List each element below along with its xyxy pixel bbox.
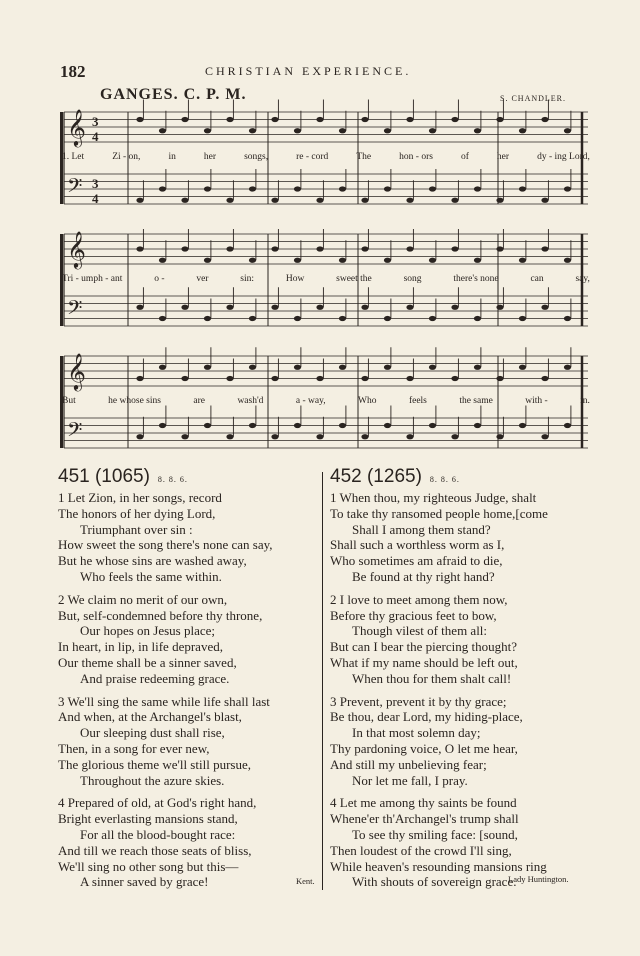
lyric-syllable: there's none [453, 274, 499, 284]
note-head [384, 316, 391, 321]
note-head [496, 434, 503, 439]
note-head [204, 128, 211, 133]
verse-line: Shall I among them stand? [352, 521, 491, 537]
verse-line: Thy pardoning voice, O let me hear, [330, 740, 518, 756]
lyric-syllable: her [203, 152, 217, 162]
verse [58, 795, 322, 890]
note-head [271, 434, 278, 439]
note-head [204, 186, 211, 191]
note-head [136, 198, 143, 203]
note-head [474, 423, 481, 428]
lyric-line [62, 274, 590, 285]
note-head [564, 186, 571, 191]
note-head [361, 434, 368, 439]
note-head [451, 305, 458, 310]
verse-line: When thou for them shalt call! [352, 670, 512, 686]
note-head [519, 258, 526, 263]
verse-line: And still my unbelieving fear; [330, 756, 487, 772]
lyric-syllable: How [285, 274, 305, 284]
lyric-syllable: her [496, 152, 510, 162]
verse-line: In that most solemn day; [352, 725, 481, 741]
note-head [136, 376, 143, 381]
lyric-syllable: he whose sins [108, 396, 161, 406]
note-head [406, 376, 413, 381]
verse [58, 694, 322, 789]
note-head [406, 117, 413, 122]
lyric-syllable: in. [580, 396, 590, 406]
verse-line: 4 Let me among thy saints be found [330, 795, 517, 811]
hymn-number: 452 (1265) [330, 466, 422, 487]
hymn-451 [58, 466, 322, 890]
verse-line: Throughout the azure skies. [80, 772, 225, 788]
verse-line: Whene'er th'Archangel's trump shall [330, 811, 519, 827]
verse [330, 490, 594, 585]
verse-line: 4 Prepared of old, at God's right hand, [58, 795, 257, 811]
note-head [384, 423, 391, 428]
verse-line: With shouts of sovereign grace. [352, 874, 517, 890]
note-head [474, 186, 481, 191]
verse-line: But can I bear the piercing thought? [330, 639, 517, 655]
verse [58, 592, 322, 687]
lyric-syllable: of [460, 152, 469, 162]
note-head [226, 305, 233, 310]
note-head [226, 198, 233, 203]
lyric-syllable: Who [358, 396, 377, 406]
note-head [564, 365, 571, 370]
note-head [159, 128, 166, 133]
verse-line: Our sleeping dust shall rise, [80, 725, 225, 741]
note-head [474, 365, 481, 370]
note-head [316, 305, 323, 310]
verse [330, 694, 594, 789]
verse-line: Our theme shall be a sinner saved, [58, 654, 237, 670]
note-head [271, 376, 278, 381]
note-head [496, 117, 503, 122]
note-head [496, 305, 503, 310]
time-signature-bottom: 4 [92, 129, 99, 144]
lyric-syllable: sweet the [336, 274, 372, 284]
note-head [136, 117, 143, 122]
lyric-syllable: song [403, 274, 422, 284]
note-head [249, 186, 256, 191]
note-head [136, 246, 143, 251]
hymn-number: 451 (1065) [58, 466, 150, 487]
note-head [451, 198, 458, 203]
note-head [249, 128, 256, 133]
verse-line: 3 We'll sing the same while life shall last [58, 693, 270, 709]
note-head [294, 258, 301, 263]
note-head [271, 305, 278, 310]
treble-clef-icon: 𝄞 [67, 352, 86, 390]
note-head [339, 258, 346, 263]
lyric-syllable: dy - ing Lord, [537, 152, 590, 162]
note-head [474, 316, 481, 321]
lyric-syllable: hon - ors [399, 152, 433, 162]
hymn-heading [330, 466, 594, 490]
note-head [406, 246, 413, 251]
note-head [181, 117, 188, 122]
treble-clef-icon: 𝄞 [67, 108, 86, 146]
note-head [159, 365, 166, 370]
lyric-syllable: sin: [240, 274, 255, 284]
note-head [181, 246, 188, 251]
note-head [361, 117, 368, 122]
verse-line: 1 When thou, my righteous Judge, shalt [330, 490, 537, 505]
verse-line: And praise redeeming grace. [80, 670, 230, 686]
verse-line: While heaven's resounding mansions ring [330, 858, 547, 874]
verse-line: To take thy ransomed people home,[come [330, 505, 548, 521]
note-head [474, 128, 481, 133]
verse-line: Shall such a worthless worm as I, [330, 537, 505, 553]
note-head [159, 316, 166, 321]
note-head [316, 434, 323, 439]
note-head [249, 365, 256, 370]
hymn-author: Kent. [296, 876, 315, 886]
lyric-syllable: a - way, [295, 396, 326, 406]
note-head [541, 434, 548, 439]
verse-line: 2 We claim no merit of our own, [58, 591, 228, 607]
note-head [181, 376, 188, 381]
note-head [451, 246, 458, 251]
verse-line: Our hopes on Jesus place; [80, 623, 216, 639]
verse-line: And when, at the Archangel's blast, [58, 709, 242, 725]
note-head [204, 423, 211, 428]
note-head [339, 365, 346, 370]
verse-line: How sweet the song there's none can say, [58, 537, 273, 553]
page-number: 182 [60, 62, 86, 81]
note-head [226, 246, 233, 251]
note-head [271, 117, 278, 122]
bass-clef-icon: 𝄢 [67, 296, 83, 324]
note-head [519, 365, 526, 370]
note-head [181, 434, 188, 439]
verse-line: 2 I love to meet among them now, [330, 591, 508, 607]
lyric-line [62, 396, 590, 407]
note-head [451, 376, 458, 381]
note-head [564, 316, 571, 321]
note-head [406, 434, 413, 439]
lyric-syllable: are [193, 396, 205, 406]
verse-line: Before thy gracious feet to bow, [330, 607, 497, 623]
lyric-syllable: But [62, 396, 76, 406]
lyric-syllable: say, [575, 274, 590, 284]
note-head [519, 316, 526, 321]
verse-line: 3 Prevent, prevent it by thy grace; [330, 693, 507, 709]
note-head [316, 246, 323, 251]
note-head [429, 186, 436, 191]
treble-clef-icon: 𝄞 [67, 230, 86, 268]
note-head [316, 198, 323, 203]
note-head [564, 258, 571, 263]
note-head [541, 198, 548, 203]
note-head [136, 434, 143, 439]
note-head [429, 365, 436, 370]
tune-title: GANGES. C. P. M. [100, 86, 247, 103]
note-head [361, 376, 368, 381]
verse-line: But, self-condemned before thy throne, [58, 607, 263, 623]
verse-line: For all the blood-bought race: [80, 826, 236, 842]
verse-line: What if my name should be left out, [330, 654, 518, 670]
note-head [541, 117, 548, 122]
hymn-author: Lady Huntington. [508, 874, 569, 884]
note-head [564, 423, 571, 428]
note-head [294, 186, 301, 191]
note-head [384, 186, 391, 191]
lyric-syllable: re - cord [296, 152, 329, 162]
bass-clef-icon: 𝄢 [67, 174, 83, 202]
time-signature-bottom: 4 [92, 191, 99, 206]
verse-line: Though vilest of them all: [352, 623, 488, 639]
verse-line: 1 Let Zion, in her songs, record [58, 490, 222, 505]
note-head [271, 198, 278, 203]
verse-line: Who feels the same within. [80, 568, 222, 584]
lyric-syllable: can [530, 274, 544, 284]
note-head [384, 365, 391, 370]
note-head [429, 258, 436, 263]
verse-line: Nor let me fall, I pray. [352, 772, 468, 788]
verse [58, 490, 322, 585]
note-head [294, 423, 301, 428]
lyric-syllable: the same [459, 396, 493, 406]
note-head [361, 198, 368, 203]
note-head [339, 316, 346, 321]
lyric-syllable: with - [525, 396, 548, 406]
lyric-syllable: in [168, 152, 176, 162]
note-head [294, 128, 301, 133]
verse-line: In heart, in lip, in life depraved, [58, 639, 223, 655]
note-head [564, 128, 571, 133]
lyric-line [62, 152, 590, 163]
note-head [496, 376, 503, 381]
time-signature-top: 3 [92, 176, 99, 191]
note-head [159, 186, 166, 191]
lyric-syllable: ver [196, 274, 209, 284]
note-head [451, 117, 458, 122]
verse-line: A sinner saved by grace! [80, 874, 209, 890]
note-head [226, 376, 233, 381]
lyric-syllable: The [356, 152, 372, 162]
verse-line: Triumphant over sin : [80, 521, 193, 537]
hymn-heading [58, 466, 322, 490]
hymn-meter: 8. 8. 6. [429, 475, 460, 484]
lyric-syllable: 1. Let [62, 152, 85, 162]
verse-line: Then, in a song for ever new, [58, 740, 210, 756]
verse [330, 592, 594, 687]
note-head [181, 198, 188, 203]
note-head [249, 423, 256, 428]
note-head [519, 128, 526, 133]
column-divider [322, 472, 323, 890]
verse-line: The honors of her dying Lord, [58, 505, 216, 521]
running-head: CHRISTIAN EXPERIENCE. [205, 64, 412, 78]
note-head [136, 305, 143, 310]
note-head [519, 186, 526, 191]
verse-line: And till we reach those seats of bliss, [58, 842, 252, 858]
note-head [429, 128, 436, 133]
note-head [541, 376, 548, 381]
note-head [316, 117, 323, 122]
note-head [384, 128, 391, 133]
verse-line: Be found at thy right hand? [352, 568, 495, 584]
note-head [339, 128, 346, 133]
lyric-syllable: Zi - on, [112, 152, 141, 162]
note-head [474, 258, 481, 263]
note-head [339, 423, 346, 428]
note-head [159, 258, 166, 263]
note-head [541, 246, 548, 251]
note-head [226, 434, 233, 439]
note-head [181, 305, 188, 310]
lyric-syllable: wash'd [237, 396, 264, 406]
note-head [249, 258, 256, 263]
lyric-syllable: Tri - umph - ant [62, 274, 123, 284]
note-head [429, 316, 436, 321]
verse-line: Who sometimes am afraid to die, [330, 553, 503, 569]
note-head [159, 423, 166, 428]
note-head [496, 246, 503, 251]
lyric-syllable: songs, [244, 152, 269, 162]
note-head [226, 117, 233, 122]
note-head [429, 423, 436, 428]
bass-clef-icon: 𝄢 [67, 418, 83, 446]
note-head [361, 246, 368, 251]
note-head [316, 376, 323, 381]
verse-line: We'll sing no other song but this— [58, 858, 239, 874]
hymn-verses [58, 490, 322, 890]
hymn-verses [330, 490, 594, 890]
composer-name: S. CHANDLER. [500, 94, 567, 103]
note-head [204, 316, 211, 321]
note-head [204, 258, 211, 263]
time-signature-top: 3 [92, 114, 99, 129]
note-head [294, 316, 301, 321]
note-head [519, 423, 526, 428]
note-head [294, 365, 301, 370]
verse-line: Then loudest of the crowd I'll sing, [330, 842, 512, 858]
hymn-meter: 8. 8. 6. [157, 475, 188, 484]
verse-line: But he whose sins are washed away, [58, 553, 247, 569]
verse-line: The glorious theme we'll still pursue, [58, 756, 251, 772]
lyric-syllable: feels [408, 396, 427, 406]
note-head [406, 305, 413, 310]
verse-line: Be thou, dear Lord, my hiding-place, [330, 709, 523, 725]
verse-line: To see thy smiling face: [sound, [352, 826, 518, 842]
hymn-452 [330, 466, 594, 890]
note-head [361, 305, 368, 310]
note-head [204, 365, 211, 370]
note-head [496, 198, 503, 203]
note-head [406, 198, 413, 203]
verse-line: Bright everlasting mansions stand, [58, 811, 238, 827]
lyric-syllable: o - [154, 274, 165, 284]
note-head [271, 246, 278, 251]
note-head [384, 258, 391, 263]
note-head [339, 186, 346, 191]
note-head [451, 434, 458, 439]
note-head [541, 305, 548, 310]
note-head [249, 316, 256, 321]
